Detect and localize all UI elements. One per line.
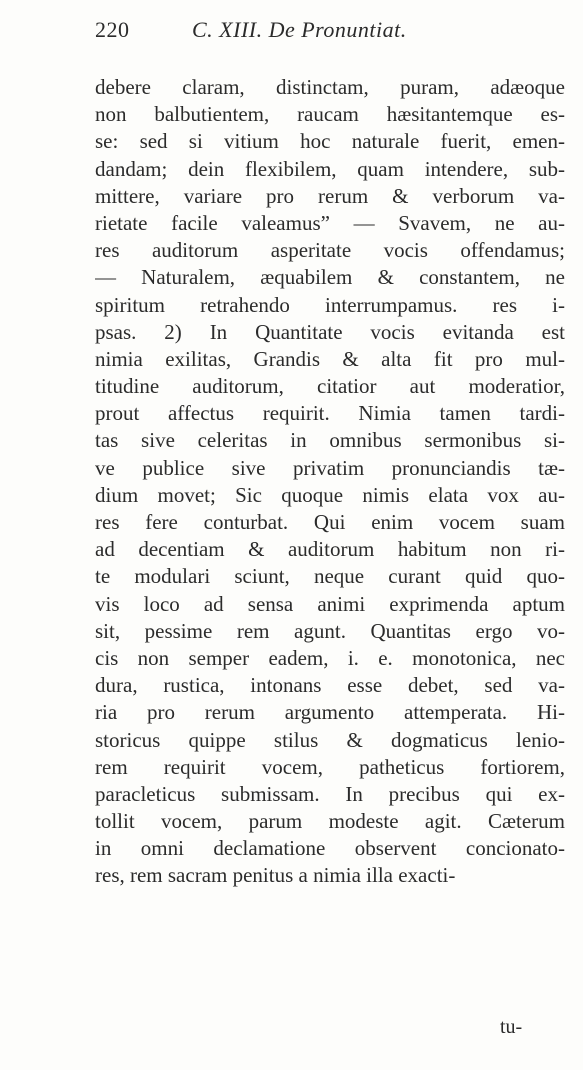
text-line: sit, pessime rem agunt. Quantitas ergo vo- [95,618,565,643]
text-line: tas sive celeritas in omnibus sermonibus si- [95,428,565,453]
text-line: ad decentiam & auditorum habitum non ri- [95,537,565,562]
text-line: — Naturalem, æquabilem & constantem, ne [95,265,565,290]
text-line: res fere conturbat. Qui enim vocem suam [95,510,565,534]
text-line: titudine auditorum, citatior aut moderatior, [95,374,565,399]
text-line: non balbutientem, raucam hæsitantemque es- [95,102,565,127]
text-line: dium movet; Sic quoque nimis elata vox au- [95,482,565,507]
running-title: C. XIII. De Pronuntiat. [192,17,407,42]
text-line: in omni declamatione observent concionato- [95,836,565,861]
text-line: paracleticus submissam. In precibus qui ex- [95,781,565,806]
text-line: debere claram, distinctam, puram, adæoque [95,75,565,99]
text-line: nimia exilitas, Grandis & alta fit pro mul- [95,346,565,371]
page-header [95,12,565,48]
text-line: prout affectus requirit. Nimia tamen tardi- [95,401,565,426]
text-line: te modulari sciunt, neque curant quid quo- [95,564,565,589]
text-line: dandam; dein flexibilem, quam intendere, sub- [95,156,565,181]
text-line: res, rem sacram penitus a nimia illa exacti- [95,863,456,888]
text-line: storicus quippe stilus & dogmaticus lenio- [95,727,565,752]
text-line: res auditorum asperitate vocis offendamus; [95,238,565,263]
text-line: ve publice sive privatim pronunciandis tæ- [95,455,565,480]
text-line: rietate facile valeamus” — Svavem, ne au- [95,210,565,235]
text-line: psas. 2) In Quantitate vocis evitanda est [95,319,565,344]
text-line: cis non semper eadem, i. e. monotonica, nec [95,645,565,670]
text-line: se: sed si vitium hoc naturale fuerit, emen- [95,129,565,154]
text-line: tollit vocem, parum modeste agit. Cæterum [95,809,565,834]
page-number: 220 [95,17,130,42]
catchword: tu- [500,1016,523,1038]
body-text [95,74,565,890]
text-line: spiritum retrahendo interrumpamus. res i- [95,292,565,317]
text-line: dura, rustica, intonans esse debet, sed va- [95,673,565,698]
text-line: vis loco ad sensa animi exprimenda aptum [95,591,565,616]
text-line: ria pro rerum argumento attemperata. Hi- [95,700,565,725]
text-line: rem requirit vocem, patheticus fortiorem, [95,754,565,779]
text-line: mittere, variare pro rerum & verborum va- [95,183,565,208]
